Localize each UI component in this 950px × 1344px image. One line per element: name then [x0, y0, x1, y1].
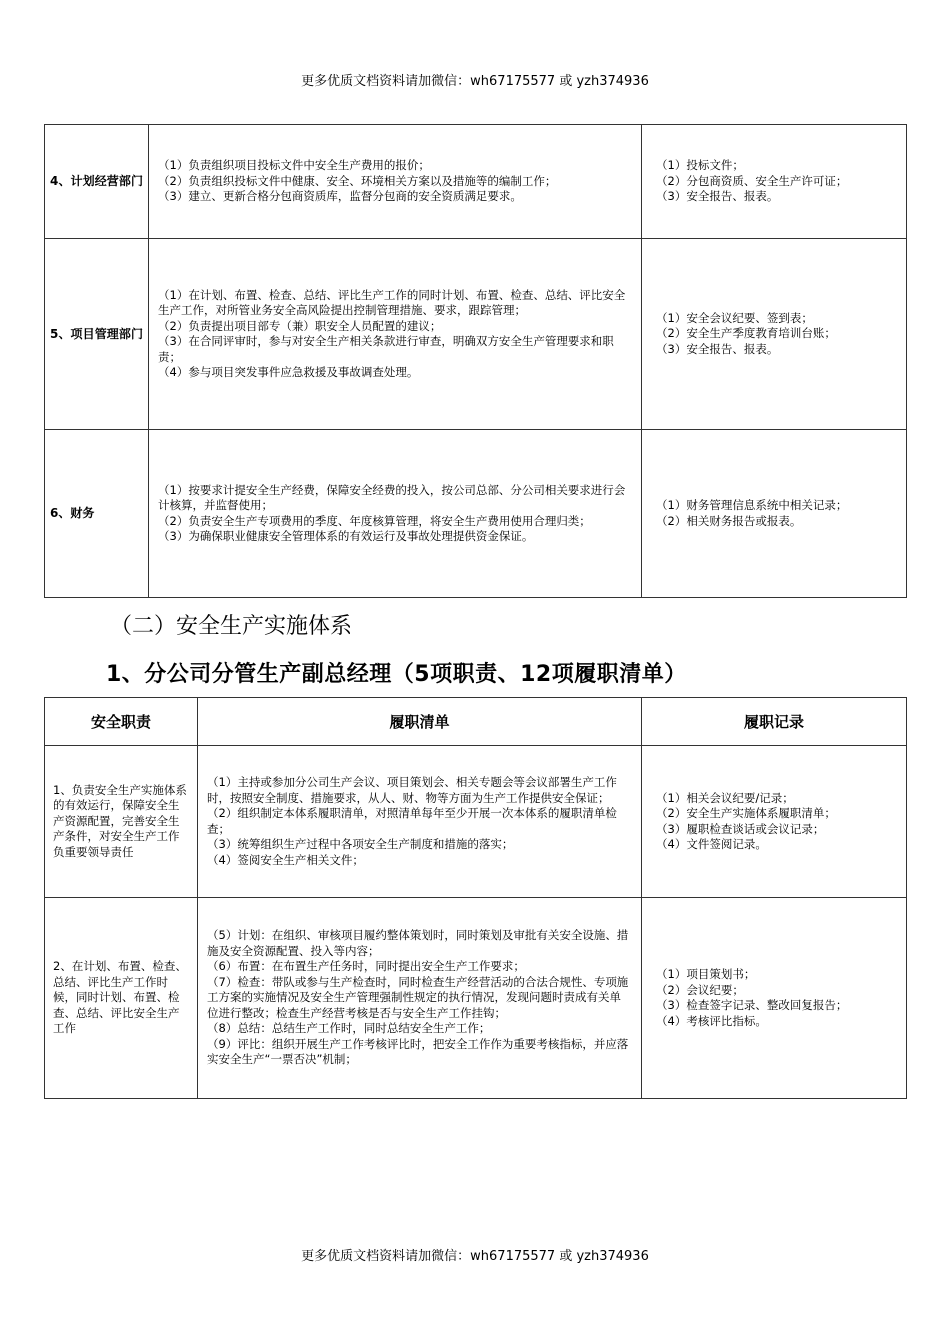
duty-list — [149, 239, 642, 430]
list-item: （2）负责提出项目部专（兼）职安全人员配置的建议； — [158, 318, 442, 333]
department-name: 4、计划经营部门 — [45, 125, 149, 239]
department-duties-table — [44, 124, 907, 598]
list-item: （1）安全会议纪要、签到表； — [656, 310, 813, 325]
list-item: （2）分包商资质、安全生产许可证； — [656, 173, 848, 188]
table-row — [45, 430, 907, 598]
list-item: （1）项目策划书； — [656, 967, 756, 981]
list-item: （3）统筹组织生产过程中各项安全生产制度和措施的落实； — [207, 837, 514, 851]
column-header-list: 履职清单 — [198, 698, 642, 746]
list-item: （3）在合同评审时，参与对安全生产相关条款进行审查，明确双方安全生产管理要求和职责； — [158, 334, 614, 364]
department-name: 6、财务 — [45, 430, 149, 598]
table-row — [45, 746, 907, 898]
list-item: （5）计划：在组织、审核项目履约整体策划时，同时策划及审批有关安全设施、措施及安全资源配置、投入等内容； — [207, 928, 629, 958]
table-row — [45, 898, 907, 1099]
list-item: （3）建立、更新合格分包商资质库，监督分包商的安全资质满足要求。 — [158, 189, 522, 204]
list-item: （2）组织制定本体系履职清单，对照清单每年至少开展一次本体系的履职清单检查； — [207, 806, 617, 836]
list-item: （2）负责组织投标文件中健康、安全、环境相关方案以及措施等的编制工作； — [158, 173, 557, 188]
record-list — [642, 239, 907, 430]
list-item: （1）主持或参加分公司生产会议、项目策划会、相关专题会等会议部署生产工作时，按照安全制度、措施要求，从人、财、物等方面为生产工作提供安全保证； — [207, 775, 617, 805]
list-item: （3）履职检查谈话或会议记录； — [656, 821, 825, 836]
duty-list — [149, 430, 642, 598]
duty-list — [198, 746, 642, 898]
list-item: （4）文件签阅记录。 — [656, 837, 767, 851]
list-item: （2）会议纪要； — [656, 982, 744, 997]
vice-manager-duties-table — [44, 697, 907, 1099]
table-header-row — [45, 698, 907, 746]
list-item: （1）按要求计提安全生产经费，保障安全经费的投入，按公司总部、分公司相关要求进行会计核算，并监督使用； — [158, 482, 626, 512]
record-list — [642, 746, 907, 898]
record-list — [642, 898, 907, 1099]
list-item: （1）负责组织项目投标文件中安全生产费用的报价； — [158, 158, 430, 173]
list-item: （1）在计划、布置、检查、总结、评比生产工作的同时计划、布置、检查、总结、评比安全生产工作，对所管业务安全高风险提出控制管理措施、要求，跟踪管理； — [158, 287, 626, 317]
duty-description: 1、负责安全生产实施体系的有效运行，保障安全生产资源配置，完善安全生产条件，对安全生产工作负重要领导责任 — [45, 746, 198, 898]
record-list — [642, 125, 907, 239]
list-item: （2）负责安全生产专项费用的季度、年度核算管理，将安全生产费用使用合理归类； — [158, 513, 591, 528]
list-item: （4）签阅安全生产相关文件； — [207, 852, 364, 867]
header-note: 更多优质文档资料请加微信：wh67175577 或 yzh374936 — [301, 74, 649, 89]
list-item: （3）安全报告、报表。 — [656, 341, 779, 356]
list-item: （4）考核评比指标。 — [656, 1013, 767, 1028]
subsection-title: 1、分公司分管生产副总经理（5项职责、12项履职清单） — [106, 662, 687, 687]
record-list — [642, 430, 907, 598]
list-item: （3）安全报告、报表。 — [656, 189, 779, 204]
list-item: （1）投标文件； — [656, 158, 744, 173]
column-header-records: 履职记录 — [642, 698, 907, 746]
list-item: （2）安全生产季度教育培训台账； — [656, 326, 836, 341]
list-item: （1）财务管理信息系统中相关记录； — [656, 498, 848, 512]
duty-list — [198, 898, 642, 1099]
list-item: （3）为确保职业健康安全管理体系的有效运行及事故处理提供资金保证。 — [158, 529, 534, 543]
list-item: （4）参与项目突发事件应急救援及事故调查处理。 — [158, 365, 419, 379]
list-item: （7）检查：带队或参与生产检查时，同时检查生产经营活动的合法合规性、专项施工方案的实施情况及安全生产管理强制性规定的执行情况，发现问题时责成有关单位进行整改；检查生产经营考核是否与安全生产工作挂钩； — [207, 974, 629, 1020]
list-item: （1）相关会议纪要/记录； — [656, 790, 794, 805]
list-item: （9）评比：组织开展生产工作考核评比时，把安全工作作为重要考核指标，并应落实安全生产“一票否决”机制； — [207, 1036, 629, 1067]
footer-note: 更多优质文档资料请加微信：wh67175577 或 yzh374936 — [301, 1249, 649, 1264]
duty-description: 2、在计划、布置、检查、总结、评比生产工作时候，同时计划、布置、检查、总结、评比安全生产工作 — [45, 898, 198, 1099]
list-item: （2）相关财务报告或报表。 — [656, 513, 802, 528]
table-row — [45, 125, 907, 239]
column-header-duty: 安全职责 — [45, 698, 198, 746]
list-item: （2）安全生产实施体系履职清单； — [656, 806, 836, 820]
list-item: （3）检查签字记录、整改回复报告； — [656, 998, 848, 1012]
table-row — [45, 239, 907, 430]
section-title: （二）安全生产实施体系 — [110, 614, 353, 639]
department-name: 5、项目管理部门 — [45, 239, 149, 430]
list-item: （6）布置：在布置生产任务时，同时提出安全生产工作要求； — [207, 959, 525, 974]
list-item: （8）总结：总结生产工作时，同时总结安全生产工作； — [207, 1021, 491, 1036]
duty-list — [149, 125, 642, 239]
